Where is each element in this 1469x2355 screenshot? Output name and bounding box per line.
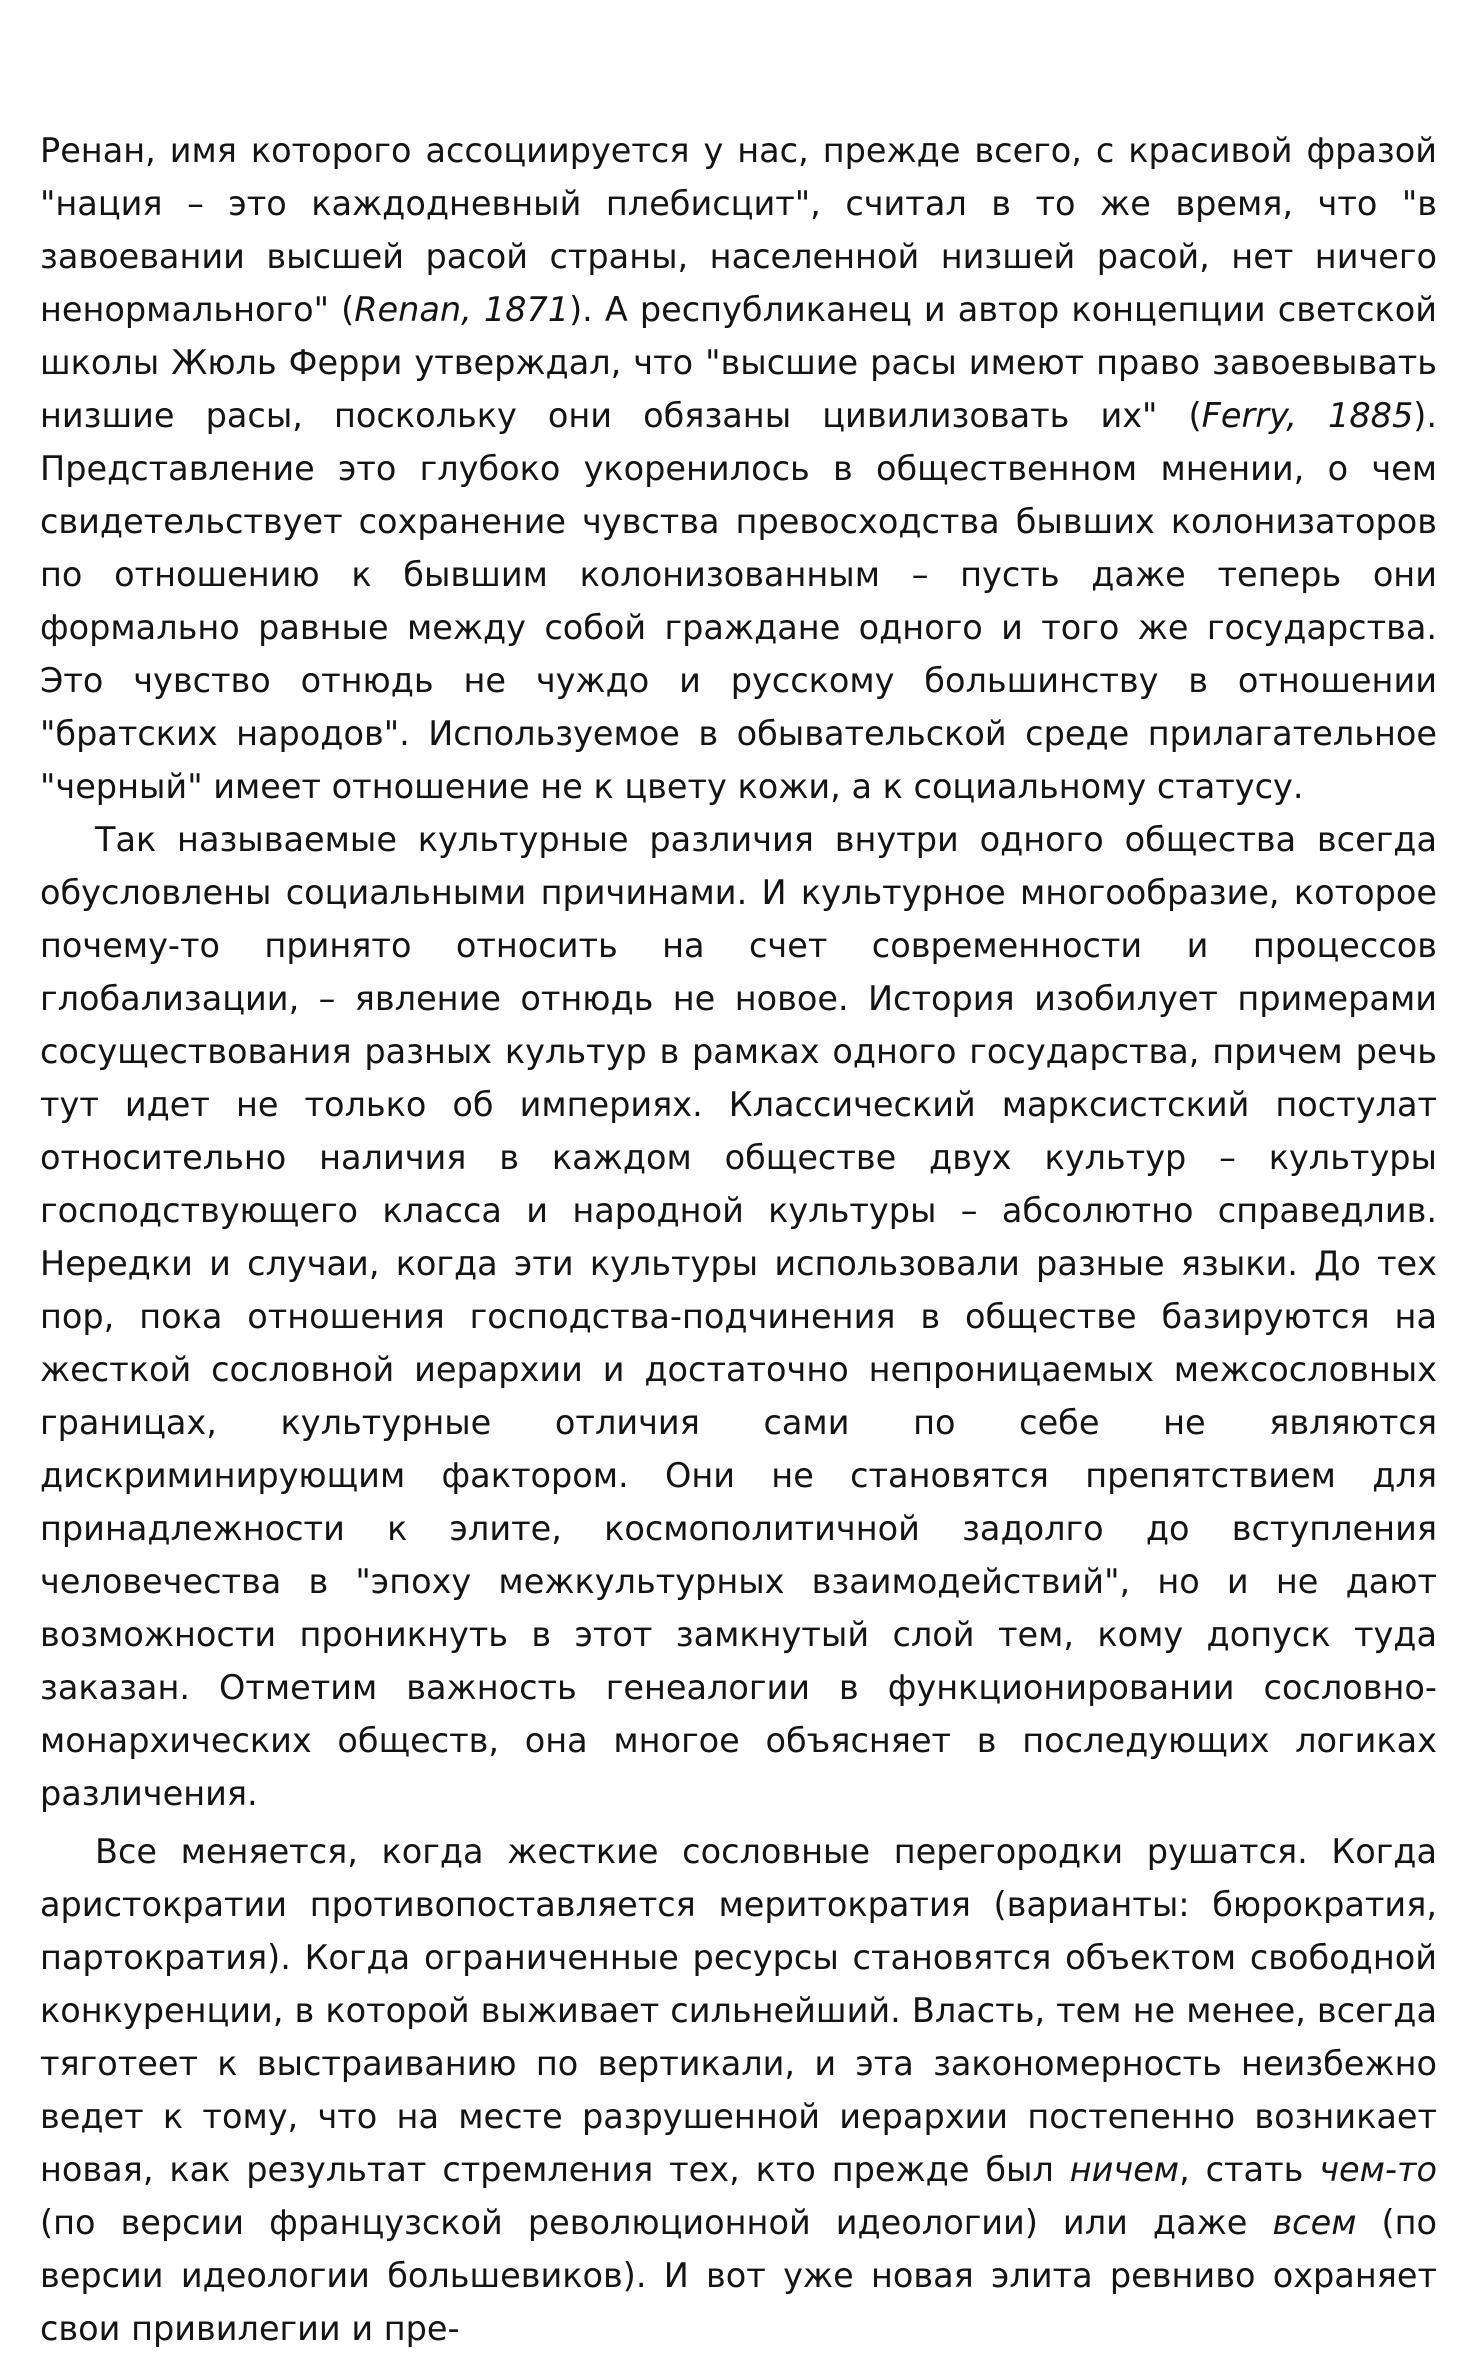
text-segment: ). А республиканец и автор концепции светской школы Жюль Ферри утверждал, что "высшие расы имеют право завоевывать низшие расы, поскольку они обязаны цивилизовать их" ( (40, 290, 1437, 435)
emphasis-vsem: всем (1272, 2203, 1357, 2242)
citation-ferry: Ferry, 1885 (1201, 396, 1414, 435)
text-segment: (по версии идеологии большевиков). И вот уже новая элита ревниво охраняет свои привилегии и пре- (40, 2203, 1437, 2348)
paragraph-2 (40, 813, 1437, 1820)
text-segment: Ренан, имя которого ассоциируется у нас, прежде всего, с красивой фразой "нация – это каждодневный плебисцит", считал в то же время, что "в завоевании высшей расой страны, населенной низшей расой, нет ничего ненормального" ( (40, 131, 1437, 329)
emphasis-chem-to: чем-то (1319, 2150, 1437, 2189)
text-segment: , стать (1179, 2150, 1320, 2189)
emphasis-nichem: ничем (1069, 2150, 1180, 2189)
citation-renan: Renan, 1871 (354, 290, 570, 329)
text-segment: Все меняется, когда жесткие сословные перегородки рушатся. Когда аристократии противопоставляется меритократия (варианты: бюрократия, партократия). Когда ограниченные ресурсы становятся объектом свободной конкуренции, в которой выживает сильнейший. Власть, тем не менее, всегда тяготеет к выстраиванию по вертикали, и эта закономерность неизбежно ведет к тому, что на месте разрушенной иерархии постепенно возникает новая, как результат стремления тех, кто прежде был (40, 1832, 1437, 2189)
text-segment: (по версии французской революционной идеологии) или даже (40, 2203, 1273, 2242)
paragraph-1 (40, 124, 1437, 813)
text-segment: ). Представление это глубоко укоренилось в общественном мнении, о чем свидетельствует сохранение чувства превосходства бывших колонизаторов по отношению к бывшим колонизованным – пусть даже теперь они формально равные между собой граждане одного и того же государства. Это чувство отнюдь не чуждо и русскому большинству в отношении "братских народов". Используемое в обывательской среде прилагательное "черный" имеет отношение не к цвету кожи, а к социальному статусу. (40, 396, 1438, 806)
text-segment: Так называемые культурные различия внутри одного общества всегда обусловлены социальными причинами. И культурное многообразие, которое почему-то принято относить на счет современности и процессов глобализации, – явление отнюдь не новое. История изобилует примерами сосуществования разных культур в рамках одного государства, причем речь тут идет не только об империях. Классический марксистский постулат относительно наличия в каждом обществе двух культур – культуры господствующего класса и народной культуры – абсолютно справедлив. Нередки и случаи, когда эти культуры использовали разные языки. До тех пор, пока отношения господства-подчинения в обществе базируются на жесткой сословной иерархии и достаточно непроницаемых межсословных границах, культурные отличия сами по себе не являются дискриминирующим фактором. Они не становятся препятствием для принадлежности к элите, космополитичной задолго до вступления человечества в "эпоху межкультурных взаимодействий", но и не дают возможности проникнуть в этот замкнутый слой тем, кому допуск туда заказан. Отметим важность генеалогии в функционировании сословно-монархических обществ, она многое объясняет в последующих логиках различения. (40, 820, 1437, 1813)
paragraph-3 (40, 1825, 1437, 2355)
